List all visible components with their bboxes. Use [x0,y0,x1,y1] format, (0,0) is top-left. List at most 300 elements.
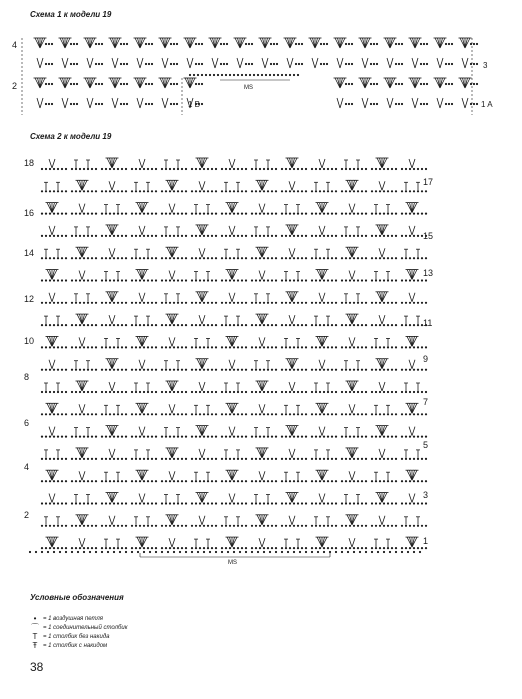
chain-dot [203,168,205,170]
chain-dot [49,279,51,281]
chain-dot [341,551,343,553]
chain-dot [275,547,277,549]
chain-dot [259,369,261,371]
chain-dot [379,279,381,281]
chain-dot [79,190,81,192]
chain-dot [305,369,307,371]
chain-dot [301,502,303,504]
scheme2-row-label-right: 1 [423,536,429,546]
chain-dot [173,413,175,415]
chain-dot [203,551,205,553]
chain-dot [361,391,363,393]
chain-dot [87,391,89,393]
chain-dot [341,480,343,482]
chain-dot [101,190,103,192]
chain-dot [237,480,239,482]
chain-dot [135,346,137,348]
chain-dot [139,502,141,504]
chain-dot [199,502,201,504]
chain-dot [139,346,141,348]
chain-dot [345,168,347,170]
chain-dot [297,213,299,215]
stitch-line [202,248,205,257]
chain-dot [297,190,299,192]
chain-dot [323,502,325,504]
chain-dot [131,458,133,460]
chain-dot [245,458,247,460]
chain-dot [109,235,111,237]
chain-dot [383,413,385,415]
scheme2-row-label-right: 7 [423,397,429,407]
chain-dot [161,458,163,460]
chain-dot [49,369,51,371]
chain-dot [131,346,133,348]
chain-dot [245,213,247,215]
chain-dot [271,168,273,170]
chain-dot [229,502,231,504]
chain-dot [101,525,103,527]
chain-dot [45,235,47,237]
chain-dot [191,346,193,348]
chain-dot [245,551,247,553]
chain-dot [379,525,381,527]
chain-dot [323,302,325,304]
chain-dot [285,302,287,304]
chain-dot [275,235,277,237]
chain-dot [413,413,415,415]
chain-dot [405,369,407,371]
chain-dot [271,235,273,237]
chain-dot [53,547,55,549]
chain-dot [405,413,407,415]
chain-dot [61,391,63,393]
chain-dot [301,279,303,281]
chain-dot [139,480,141,482]
chain-dot [151,168,153,170]
chain-dot [113,413,115,415]
chain-dot [285,458,287,460]
chain-dot [301,190,303,192]
chain-dot [207,547,209,549]
chain-dot [53,324,55,326]
chain-dot [401,436,403,438]
chain-dot [101,413,103,415]
stitch-line [319,360,322,369]
stitch-line [172,538,175,547]
chain-dot [255,213,257,215]
chain-dot [79,547,81,549]
chain-dot [263,413,265,415]
chain-dot [319,547,321,549]
stitch-line [202,181,205,190]
chain-dot [335,502,337,504]
chain-dot [371,547,373,549]
legend-item-text: = 1 столбик без накида [43,633,110,640]
chain-dot [151,502,153,504]
chain-dot [173,551,175,553]
chain-dot [225,324,227,326]
chain-dot [207,391,209,393]
chain-dot [323,458,325,460]
chain-dot [195,436,197,438]
chain-dot [335,551,337,553]
chain-dot [421,346,423,348]
chain-dot [135,369,137,371]
chain-dot [281,213,283,215]
chain-dot [417,480,419,482]
chain-dot [203,190,205,192]
chain-dot [357,302,359,304]
chain-dot [289,547,291,549]
chain-dot [49,480,51,482]
chain-dot [233,480,235,482]
chain-dot [143,190,145,192]
scheme1-side-label-b: 1 B [188,100,201,109]
chain-dot [203,436,205,438]
chain-dot [331,346,333,348]
chain-dot [109,525,111,527]
chain-dot [341,369,343,371]
chain-dot [49,502,51,504]
chain-dot [75,190,77,192]
stitch-line [82,204,85,213]
chain-dot [199,369,201,371]
chain-dot [91,168,93,170]
chain-dot [301,458,303,460]
legend-item-slip [30,623,128,632]
chain-dot [95,413,97,415]
chain-dot [327,436,329,438]
chain-dot [259,502,261,504]
stitch-line [352,337,355,346]
chain-dot [349,346,351,348]
chain-dot [401,480,403,482]
chain-dot [331,302,333,304]
legend-item-sc [30,632,128,641]
chain-dot [353,168,355,170]
chain-dot [113,502,115,504]
chain-dot [371,436,373,438]
chain-dot [289,213,291,215]
chain-dot [259,279,261,281]
scheme2-ms-label: MS [228,560,237,566]
chain-dot [203,369,205,371]
chain-dot [83,391,85,393]
chain-dot [349,525,351,527]
chain-dot [131,279,133,281]
chain-dot [241,324,243,326]
chain-dot [95,257,97,259]
chain-dot [401,391,403,393]
chain-dot [365,458,367,460]
chain-dot [121,346,123,348]
chain-dot [311,324,313,326]
chain-dot [349,413,351,415]
chain-dot [125,369,127,371]
chain-dot [315,302,317,304]
chain-dot [195,213,197,215]
chain-dot [345,369,347,371]
chain-dot [117,369,119,371]
chain-dot [169,279,171,281]
chain-dot [71,413,73,415]
chain-dot [271,190,273,192]
chain-dot [331,391,333,393]
chain-dot [87,213,89,215]
chain-dot [199,324,201,326]
chain-dot [101,324,103,326]
chain-dot [71,324,73,326]
chain-dot [241,502,243,504]
chain-dot [335,279,337,281]
chain-dot [251,458,253,460]
chain-dot [327,547,329,549]
chain-dot [353,257,355,259]
chain-dot [421,413,423,415]
chain-dot [259,525,261,527]
chain-dot [281,502,283,504]
chain-dot [263,436,265,438]
chain-dot [79,213,81,215]
chain-dot [65,547,67,549]
chain-dot [177,369,179,371]
chain-dot [361,502,363,504]
chain-dot [245,190,247,192]
chain-dot [181,213,183,215]
chain-dot [353,436,355,438]
chain-dot [95,369,97,371]
chain-dot [195,168,197,170]
chain-dot [125,257,127,259]
chain-dot [131,391,133,393]
chain-dot [113,551,115,553]
chain-dot [105,324,107,326]
chain-dot [41,436,43,438]
chain-dot [199,436,201,438]
chain-dot [233,346,235,348]
chain-dot [131,324,133,326]
chain-dot [211,436,213,438]
chain-dot [281,391,283,393]
chain-dot [207,279,209,281]
stitch-line [52,293,55,302]
stitch-line [382,181,385,190]
chain-dot [379,257,381,259]
chain-dot [207,413,209,415]
chain-dot [425,480,427,482]
chain-dot [221,235,223,237]
stitch-line [49,159,52,168]
chain-dot [409,213,411,215]
chain-dot [285,257,287,259]
chain-dot [387,257,389,259]
chain-dot [293,502,295,504]
chain-dot [191,213,193,215]
chain-dot [95,279,97,281]
chain-dot [181,302,183,304]
chain-dot [199,213,201,215]
chain-dot [83,257,85,259]
chain-dot [225,547,227,549]
chain-dot [121,413,123,415]
chain-dot [95,502,97,504]
chain-dot [221,346,223,348]
chain-dot [57,369,59,371]
chain-dot [281,257,283,259]
chain-dot [289,480,291,482]
chain-dot [83,235,85,237]
chain-dot [323,436,325,438]
chain-dot [353,279,355,281]
chain-dot [263,213,265,215]
stitch-line [142,494,145,503]
chain-dot [401,324,403,326]
chain-dot [83,302,85,304]
chain-dot [53,391,55,393]
chain-dot [215,257,217,259]
chain-dot [71,458,73,460]
chain-dot [35,551,37,553]
double-crochet-icon: Ŧ [32,641,38,650]
chain-dot [207,525,209,527]
chain-dot [395,257,397,259]
chain-dot [143,547,145,549]
chain-dot [229,213,231,215]
chain-dot [267,547,269,549]
chain-dot [323,213,325,215]
chain-dot [181,324,183,326]
chain-dot [413,502,415,504]
chain-dot [335,480,337,482]
chain-dot [401,302,403,304]
chain-dot [49,324,51,326]
chain-dot [301,235,303,237]
chain-dot [259,190,261,192]
chain-dot [245,279,247,281]
chain-dot [251,279,253,281]
chain-dot [161,168,163,170]
chain-dot [173,502,175,504]
chain-dot [395,324,397,326]
chain-dot [349,213,351,215]
chain-dot [327,458,329,460]
chain-dot [203,257,205,259]
chain-dot [251,346,253,348]
chain-dot [255,413,257,415]
chain-dot [211,302,213,304]
chain-dot [101,168,103,170]
chain-dot [391,302,393,304]
chain-dot [311,369,313,371]
chain-dot [143,324,145,326]
chain-dot [181,502,183,504]
chain-dot [421,168,423,170]
chain-dot [161,235,163,237]
chain-dot [105,502,107,504]
chain-dot [425,279,427,281]
chain-dot [83,551,85,553]
stitch-line [292,516,295,525]
chain-dot [229,547,231,549]
chain-dot [117,391,119,393]
chain-dot [353,458,355,460]
chain-dot [263,369,265,371]
chain-dot [425,413,427,415]
chain-dot [155,168,157,170]
chain-dot [301,525,303,527]
chain-dot [161,213,163,215]
chain-dot [361,436,363,438]
stitch-line [292,181,295,190]
chain-dot [165,458,167,460]
chain-dot [57,257,59,259]
chain-dot [143,213,145,215]
chain-dot [177,302,179,304]
chain-dot [185,257,187,259]
chain-dot [177,324,179,326]
chain-dot [311,257,313,259]
chain-dot [117,413,119,415]
chain-dot [271,302,273,304]
stitch-line [52,427,55,436]
chain-dot [281,302,283,304]
chain-dot [315,168,317,170]
stitch-line [319,159,322,168]
stitch-line [112,248,115,257]
stitch-line [109,382,112,391]
chain-dot [53,302,55,304]
chain-dot [83,279,85,281]
chain-dot [105,213,107,215]
chain-dot [173,525,175,527]
chain-dot [375,324,377,326]
chain-dot [267,190,269,192]
chain-dot [45,369,47,371]
stitch-line [409,494,412,503]
chain-dot [121,168,123,170]
chain-dot [353,413,355,415]
chain-dot [245,302,247,304]
chain-dot [417,391,419,393]
chain-dot [41,502,43,504]
chain-dot [79,257,81,259]
chain-dot [131,190,133,192]
chain-dot [207,235,209,237]
chain-dot [255,324,257,326]
stitch-line [352,538,355,547]
chain-dot [267,257,269,259]
chain-dot [405,391,407,393]
chain-dot [357,391,359,393]
chain-dot [255,235,257,237]
chain-dot [383,458,385,460]
chain-dot [173,213,175,215]
chain-dot [357,346,359,348]
chain-dot [185,279,187,281]
chain-dot [387,480,389,482]
chain-dot [109,502,111,504]
chain-dot [425,547,427,549]
scheme2-row-label-right: 3 [423,490,429,500]
chain-dot [109,480,111,482]
stitch-line [292,449,295,458]
chain-dot [259,168,261,170]
chain-dot [345,436,347,438]
chain-dot [215,369,217,371]
chain-dot [417,235,419,237]
chain-dot [275,458,277,460]
chain-dot [191,551,193,553]
